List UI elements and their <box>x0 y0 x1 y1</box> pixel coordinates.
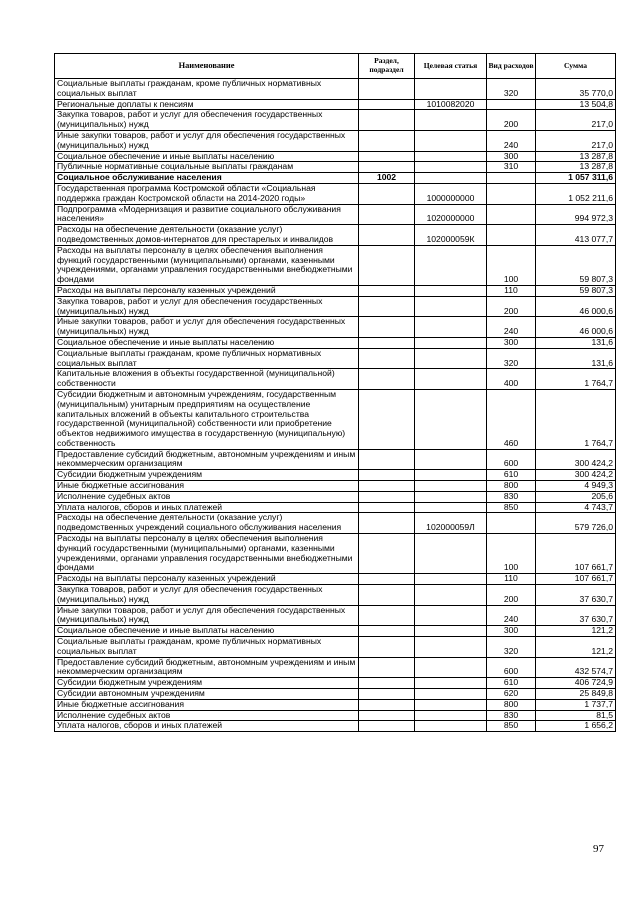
table-row <box>55 470 616 481</box>
cell-section <box>359 285 415 296</box>
cell-name: Публичные нормативные социальные выплаты гражданам <box>55 162 359 173</box>
table-row <box>55 130 616 151</box>
cell-amount: 1 764,7 <box>536 369 616 390</box>
cell-target-article <box>415 245 487 285</box>
cell-section <box>359 491 415 502</box>
cell-name: Социальные выплаты гражданам, кроме публичных нормативных социальных выплат <box>55 79 359 100</box>
cell-amount: 35 770,0 <box>536 79 616 100</box>
cell-name: Расходы на выплаты персоналу в целях обеспечения выполнения функций государственными (муниципальными) органами, казенными учреждениями, органами управления государственными внебюджетными фондами <box>55 534 359 574</box>
cell-section <box>359 470 415 481</box>
cell-expense-type: 800 <box>487 699 536 710</box>
table-row <box>55 534 616 574</box>
table-row <box>55 585 616 606</box>
cell-expense-type: 850 <box>487 721 536 732</box>
cell-expense-type: 620 <box>487 689 536 700</box>
cell-amount: 107 661,7 <box>536 534 616 574</box>
cell-name: Субсидии бюджетным учреждениям <box>55 678 359 689</box>
cell-section <box>359 225 415 246</box>
table-body <box>55 79 616 732</box>
cell-expense-type <box>487 183 536 204</box>
cell-name: Социальное обеспечение и иные выплаты населению <box>55 626 359 637</box>
cell-target-article <box>415 626 487 637</box>
table-row <box>55 657 616 678</box>
cell-expense-type: 800 <box>487 481 536 492</box>
table-row <box>55 574 616 585</box>
table-row <box>55 449 616 470</box>
table-row <box>55 491 616 502</box>
header-expense-type: Вид расходов <box>487 54 536 79</box>
table-row <box>55 296 616 317</box>
cell-target-article <box>415 574 487 585</box>
cell-section <box>359 689 415 700</box>
cell-expense-type: 310 <box>487 162 536 173</box>
table-row <box>55 389 616 449</box>
cell-section <box>359 110 415 131</box>
cell-amount: 579 726,0 <box>536 513 616 534</box>
cell-name: Субсидии бюджетным и автономным учреждениям, государственным (муниципальным) унитарным предприятиям на осуществление капитальных вложений в объекты капитального строительства государственной (муниципальной) собственности или приобретение объектов недвижимого имущества в государственную (муниципальную) собственность <box>55 389 359 449</box>
cell-name: Уплата налогов, сборов и иных платежей <box>55 721 359 732</box>
cell-section <box>359 678 415 689</box>
cell-amount: 107 661,7 <box>536 574 616 585</box>
table-row <box>55 79 616 100</box>
cell-name: Социальные выплаты гражданам, кроме публичных нормативных социальных выплат <box>55 348 359 369</box>
cell-amount: 37 630,7 <box>536 605 616 626</box>
cell-amount: 300 424,2 <box>536 449 616 470</box>
cell-name: Социальные выплаты гражданам, кроме публичных нормативных социальных выплат <box>55 637 359 658</box>
cell-expense-type: 400 <box>487 369 536 390</box>
cell-amount: 217,0 <box>536 110 616 131</box>
cell-section <box>359 245 415 285</box>
cell-expense-type: 320 <box>487 637 536 658</box>
header-amount: Сумма <box>536 54 616 79</box>
table-row <box>55 678 616 689</box>
header-section: Раздел, подраздел <box>359 54 415 79</box>
cell-target-article <box>415 348 487 369</box>
cell-target-article <box>415 369 487 390</box>
cell-expense-type: 110 <box>487 574 536 585</box>
cell-target-article <box>415 79 487 100</box>
table-row <box>55 348 616 369</box>
cell-amount: 217,0 <box>536 130 616 151</box>
cell-name: Предоставление субсидий бюджетным, автономным учреждениям и иным некоммерческим организациям <box>55 657 359 678</box>
cell-expense-type: 100 <box>487 245 536 285</box>
cell-amount: 300 424,2 <box>536 470 616 481</box>
cell-expense-type <box>487 173 536 184</box>
cell-amount: 37 630,7 <box>536 585 616 606</box>
cell-name: Социальное обеспечение и иные выплаты населению <box>55 337 359 348</box>
cell-section <box>359 637 415 658</box>
cell-amount: 13 287,8 <box>536 162 616 173</box>
table-row <box>55 502 616 513</box>
cell-name: Социальное обслуживание населения <box>55 173 359 184</box>
cell-amount: 994 972,3 <box>536 204 616 225</box>
cell-section <box>359 162 415 173</box>
cell-expense-type: 610 <box>487 470 536 481</box>
cell-name: Иные бюджетные ассигнования <box>55 481 359 492</box>
cell-target-article <box>415 470 487 481</box>
cell-expense-type: 200 <box>487 110 536 131</box>
cell-amount: 4 949,3 <box>536 481 616 492</box>
table-row <box>55 99 616 110</box>
cell-amount: 59 807,3 <box>536 245 616 285</box>
cell-target-article <box>415 721 487 732</box>
cell-amount: 121,2 <box>536 626 616 637</box>
table-row <box>55 721 616 732</box>
cell-amount: 13 504,8 <box>536 99 616 110</box>
cell-expense-type: 300 <box>487 626 536 637</box>
table-row <box>55 369 616 390</box>
table-row <box>55 183 616 204</box>
table-row <box>55 285 616 296</box>
cell-name: Расходы на выплаты персоналу казенных учреждений <box>55 285 359 296</box>
cell-section <box>359 585 415 606</box>
cell-expense-type: 240 <box>487 605 536 626</box>
budget-table-page <box>54 53 615 732</box>
cell-name: Закупка товаров, работ и услуг для обеспечения государственных (муниципальных) нужд <box>55 296 359 317</box>
cell-amount: 406 724,9 <box>536 678 616 689</box>
cell-name: Социальное обеспечение и иные выплаты населению <box>55 151 359 162</box>
cell-name: Расходы на выплаты персоналу в целях обеспечения выполнения функций государственными (муниципальными) органами, казенными учреждениями, органами управления государственными внебюджетными фондами <box>55 245 359 285</box>
cell-section <box>359 183 415 204</box>
cell-expense-type: 830 <box>487 710 536 721</box>
cell-section <box>359 348 415 369</box>
cell-expense-type: 200 <box>487 296 536 317</box>
cell-amount: 81,5 <box>536 710 616 721</box>
cell-expense-type: 100 <box>487 534 536 574</box>
cell-amount: 46 000,6 <box>536 317 616 338</box>
cell-amount: 46 000,6 <box>536 296 616 317</box>
cell-name: Государственная программа Костромской области «Социальная поддержка граждан Костромской области на 2014-2020 годы» <box>55 183 359 204</box>
cell-amount: 25 849,8 <box>536 689 616 700</box>
cell-expense-type: 320 <box>487 79 536 100</box>
table-row <box>55 317 616 338</box>
cell-name: Субсидии автономным учреждениям <box>55 689 359 700</box>
cell-section <box>359 710 415 721</box>
budget-table <box>54 53 616 732</box>
cell-name: Исполнение судебных актов <box>55 491 359 502</box>
cell-section <box>359 574 415 585</box>
cell-amount: 59 807,3 <box>536 285 616 296</box>
cell-name: Предоставление субсидий бюджетным, автономным учреждениям и иным некоммерческим организациям <box>55 449 359 470</box>
cell-name: Иные закупки товаров, работ и услуг для обеспечения государственных (муниципальных) нужд <box>55 317 359 338</box>
table-row <box>55 699 616 710</box>
table-row <box>55 626 616 637</box>
table-row <box>55 637 616 658</box>
cell-name: Иные бюджетные ассигнования <box>55 699 359 710</box>
cell-section <box>359 130 415 151</box>
cell-section <box>359 296 415 317</box>
table-row <box>55 337 616 348</box>
cell-target-article <box>415 130 487 151</box>
cell-target-article <box>415 296 487 317</box>
cell-target-article: 102000059К <box>415 225 487 246</box>
cell-target-article <box>415 534 487 574</box>
cell-expense-type <box>487 204 536 225</box>
cell-target-article <box>415 110 487 131</box>
cell-expense-type: 600 <box>487 657 536 678</box>
cell-expense-type: 460 <box>487 389 536 449</box>
cell-target-article <box>415 689 487 700</box>
cell-section <box>359 534 415 574</box>
header-name: Наименование <box>55 54 359 79</box>
cell-target-article <box>415 637 487 658</box>
cell-expense-type: 830 <box>487 491 536 502</box>
cell-target-article <box>415 502 487 513</box>
cell-amount: 1 656,2 <box>536 721 616 732</box>
cell-expense-type: 320 <box>487 348 536 369</box>
cell-name: Капитальные вложения в объекты государственной (муниципальной) собственности <box>55 369 359 390</box>
cell-expense-type: 300 <box>487 151 536 162</box>
table-row <box>55 204 616 225</box>
cell-expense-type <box>487 513 536 534</box>
cell-expense-type <box>487 225 536 246</box>
cell-name: Исполнение судебных актов <box>55 710 359 721</box>
table-row <box>55 605 616 626</box>
cell-amount: 205,6 <box>536 491 616 502</box>
cell-target-article <box>415 481 487 492</box>
cell-name: Субсидии бюджетным учреждениям <box>55 470 359 481</box>
cell-expense-type: 240 <box>487 317 536 338</box>
cell-name: Иные закупки товаров, работ и услуг для обеспечения государственных (муниципальных) нужд <box>55 130 359 151</box>
cell-section <box>359 481 415 492</box>
cell-expense-type: 240 <box>487 130 536 151</box>
cell-target-article <box>415 317 487 338</box>
cell-section <box>359 699 415 710</box>
cell-target-article: 1010082020 <box>415 99 487 110</box>
cell-target-article: 1020000000 <box>415 204 487 225</box>
cell-expense-type: 110 <box>487 285 536 296</box>
cell-target-article <box>415 151 487 162</box>
cell-amount: 1 737,7 <box>536 699 616 710</box>
cell-target-article <box>415 657 487 678</box>
cell-amount: 4 743,7 <box>536 502 616 513</box>
cell-section <box>359 204 415 225</box>
cell-amount: 13 287,8 <box>536 151 616 162</box>
cell-section <box>359 317 415 338</box>
cell-target-article <box>415 678 487 689</box>
cell-amount: 413 077,7 <box>536 225 616 246</box>
cell-section <box>359 151 415 162</box>
cell-target-article <box>415 449 487 470</box>
cell-section <box>359 449 415 470</box>
cell-expense-type: 850 <box>487 502 536 513</box>
cell-target-article: 1000000000 <box>415 183 487 204</box>
cell-name: Закупка товаров, работ и услуг для обеспечения государственных (муниципальных) нужд <box>55 110 359 131</box>
cell-target-article <box>415 173 487 184</box>
cell-name: Расходы на обеспечение деятельности (оказание услуг) подведомственных учреждений социального обслуживания населения <box>55 513 359 534</box>
cell-expense-type: 200 <box>487 585 536 606</box>
cell-target-article: 102000059Л <box>415 513 487 534</box>
cell-target-article <box>415 389 487 449</box>
cell-amount: 432 574,7 <box>536 657 616 678</box>
table-row <box>55 481 616 492</box>
cell-section <box>359 721 415 732</box>
table-row <box>55 689 616 700</box>
table-row <box>55 513 616 534</box>
cell-section <box>359 626 415 637</box>
cell-amount: 1 764,7 <box>536 389 616 449</box>
cell-section <box>359 657 415 678</box>
cell-section <box>359 99 415 110</box>
cell-target-article <box>415 699 487 710</box>
table-row <box>55 245 616 285</box>
cell-target-article <box>415 710 487 721</box>
cell-expense-type: 610 <box>487 678 536 689</box>
cell-target-article <box>415 337 487 348</box>
cell-target-article <box>415 162 487 173</box>
cell-name: Иные закупки товаров, работ и услуг для обеспечения государственных (муниципальных) нужд <box>55 605 359 626</box>
cell-name: Закупка товаров, работ и услуг для обеспечения государственных (муниципальных) нужд <box>55 585 359 606</box>
header-target: Целевая статья <box>415 54 487 79</box>
table-row <box>55 151 616 162</box>
cell-section <box>359 337 415 348</box>
table-row <box>55 162 616 173</box>
cell-name: Уплата налогов, сборов и иных платежей <box>55 502 359 513</box>
cell-target-article <box>415 585 487 606</box>
cell-target-article <box>415 491 487 502</box>
cell-section <box>359 502 415 513</box>
cell-section <box>359 513 415 534</box>
cell-section: 1002 <box>359 173 415 184</box>
cell-target-article <box>415 285 487 296</box>
cell-section <box>359 79 415 100</box>
cell-expense-type: 300 <box>487 337 536 348</box>
table-row <box>55 225 616 246</box>
cell-name: Подпрограмма «Модернизация и развитие социального обслуживания населения» <box>55 204 359 225</box>
cell-name: Расходы на выплаты персоналу казенных учреждений <box>55 574 359 585</box>
cell-target-article <box>415 605 487 626</box>
page-number: 97 <box>593 843 604 855</box>
cell-section <box>359 605 415 626</box>
cell-expense-type <box>487 99 536 110</box>
cell-name: Расходы на обеспечение деятельности (оказание услуг) подведомственных домов-интернатов для престарелых и инвалидов <box>55 225 359 246</box>
cell-name: Региональные доплаты к пенсиям <box>55 99 359 110</box>
cell-amount: 131,6 <box>536 337 616 348</box>
cell-amount: 121,2 <box>536 637 616 658</box>
cell-amount: 1 052 211,6 <box>536 183 616 204</box>
cell-amount: 131,6 <box>536 348 616 369</box>
cell-amount: 1 057 311,6 <box>536 173 616 184</box>
table-row <box>55 173 616 184</box>
cell-section <box>359 369 415 390</box>
table-row <box>55 710 616 721</box>
cell-expense-type: 600 <box>487 449 536 470</box>
cell-section <box>359 389 415 449</box>
table-row <box>55 110 616 131</box>
